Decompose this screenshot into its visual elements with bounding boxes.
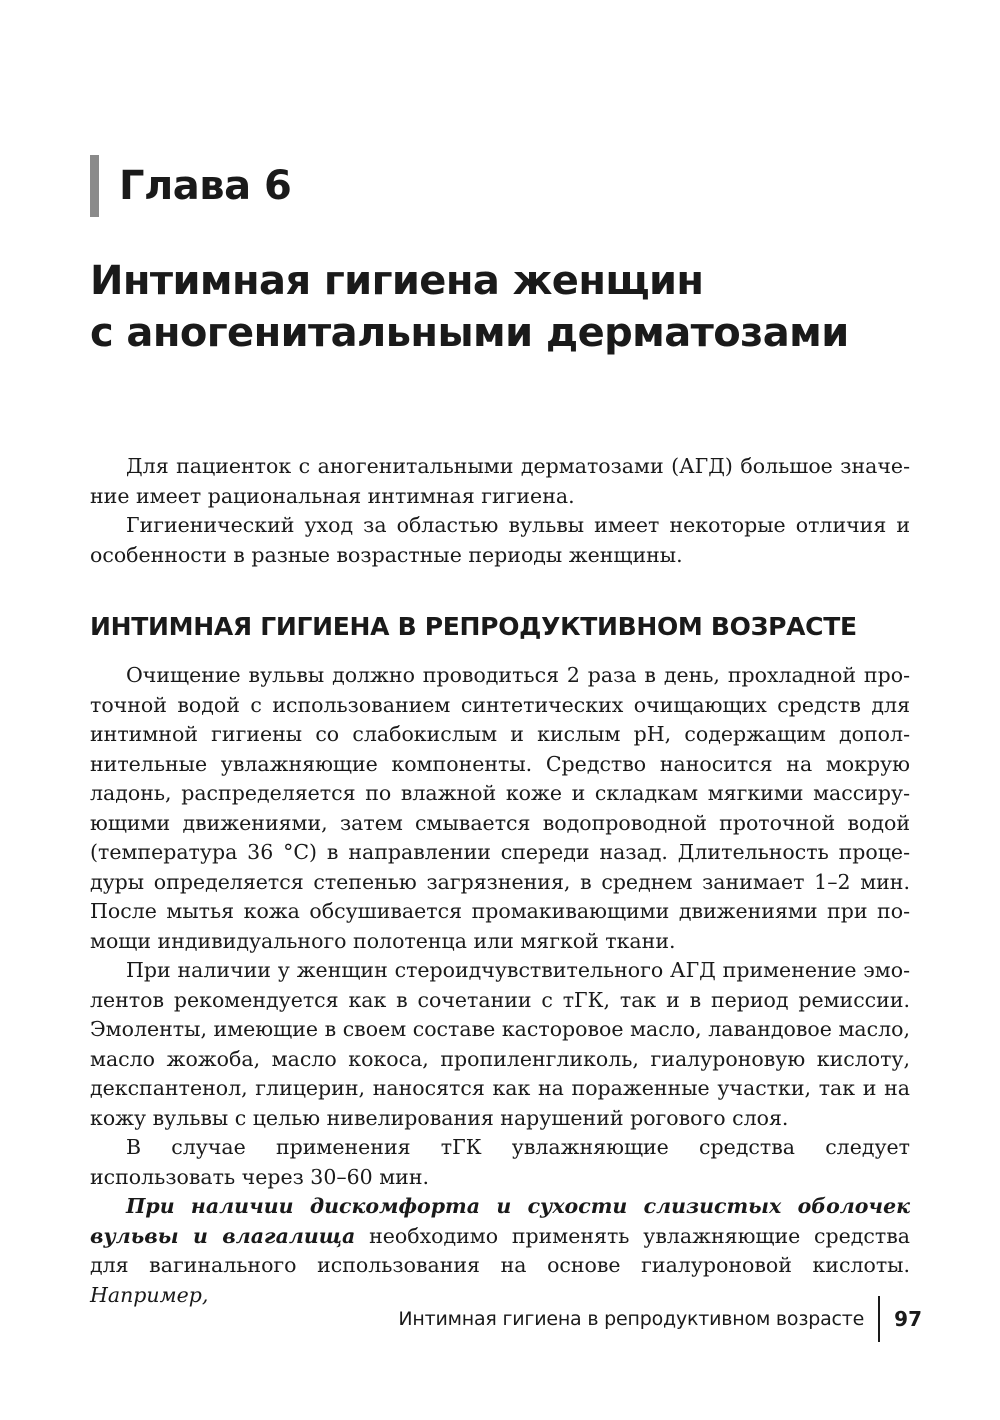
chapter-label: Глава 6 bbox=[119, 163, 292, 209]
section-paragraph-3: В случае применения тГК увлажняющие средства следует использовать через 30–60 мин. bbox=[90, 1135, 910, 1189]
intro-text bbox=[90, 452, 910, 570]
chapter-bar bbox=[90, 155, 99, 217]
chapter-title bbox=[90, 255, 930, 359]
page-footer bbox=[398, 1296, 922, 1342]
emphasis-bold-italic: При наличии дискомфорта и сухости слизистых оболочек вульвы и влагалища bbox=[90, 1194, 910, 1248]
intro-paragraph-1: Для пациенток с аногенитальными дерматозами (АГД) большое значение имеет рациональная интимная гигиена. bbox=[90, 454, 910, 508]
chapter-title-line-1: Интимная гигиена женщин bbox=[90, 258, 704, 304]
section-paragraph-2: При наличии у женщин стероидчувствительного АГД применение эмолентов рекомендуется как в сочетании с тГК, так и в период ремиссии. Эмоленты, имеющие в своем составе касторовое масло, лавандовое масло, масло жожоба, масло кокоса, пропиленгликоль, гиалуроновую кислоту, декспантенол, глицерин, наносятся как на пораженные участки, так и на кожу вульвы с целью нивелирования нарушений рогового слоя. bbox=[90, 958, 910, 1130]
footer-divider bbox=[878, 1296, 880, 1342]
section-text bbox=[90, 661, 910, 1310]
chapter-header bbox=[90, 155, 291, 217]
section-paragraph-1: Очищение вульвы должно проводиться 2 раза в день, прохладной проточной водой с использованием синтетических очищающих средств для интимной гигиены со слабокислым и кислым pH, содержащим дополнительные увлажняющие компоненты. Средство наносится на мокрую ладонь, распределяется по влажной коже и складкам мягкими массирующими движениями, затем смывается водопроводной проточной водой (температура 36 °C) в направлении спереди назад. Длительность процедуры определяется степенью загрязнения, в среднем занимает 1–2 мин. После мытья кожа обсушивается промакивающими движениями при помощи индивидуального полотенца или мягкой ткани. bbox=[90, 663, 910, 953]
section-paragraph-4 bbox=[90, 1192, 910, 1310]
paragraph-4-text: необходимо применять увлажняющие средства для вагинального использования на основе гиалуроновой кислоты. bbox=[90, 1223, 910, 1277]
page-number: 97 bbox=[894, 1307, 922, 1331]
section-heading: ИНТИМНАЯ ГИГИЕНА В РЕПРОДУКТИВНОМ ВОЗРАСТЕ bbox=[90, 612, 857, 641]
intro-paragraph-2: Гигиенический уход за областью вульвы имеет некоторые отличия и особенности в разные возрастные периоды женщины. bbox=[90, 513, 910, 567]
chapter-title-line-2: с аногенитальными дерматозами bbox=[90, 310, 849, 356]
emphasis-italic: Например, bbox=[90, 1282, 209, 1307]
running-title: Интимная гигиена в репродуктивном возрасте bbox=[398, 1308, 865, 1330]
